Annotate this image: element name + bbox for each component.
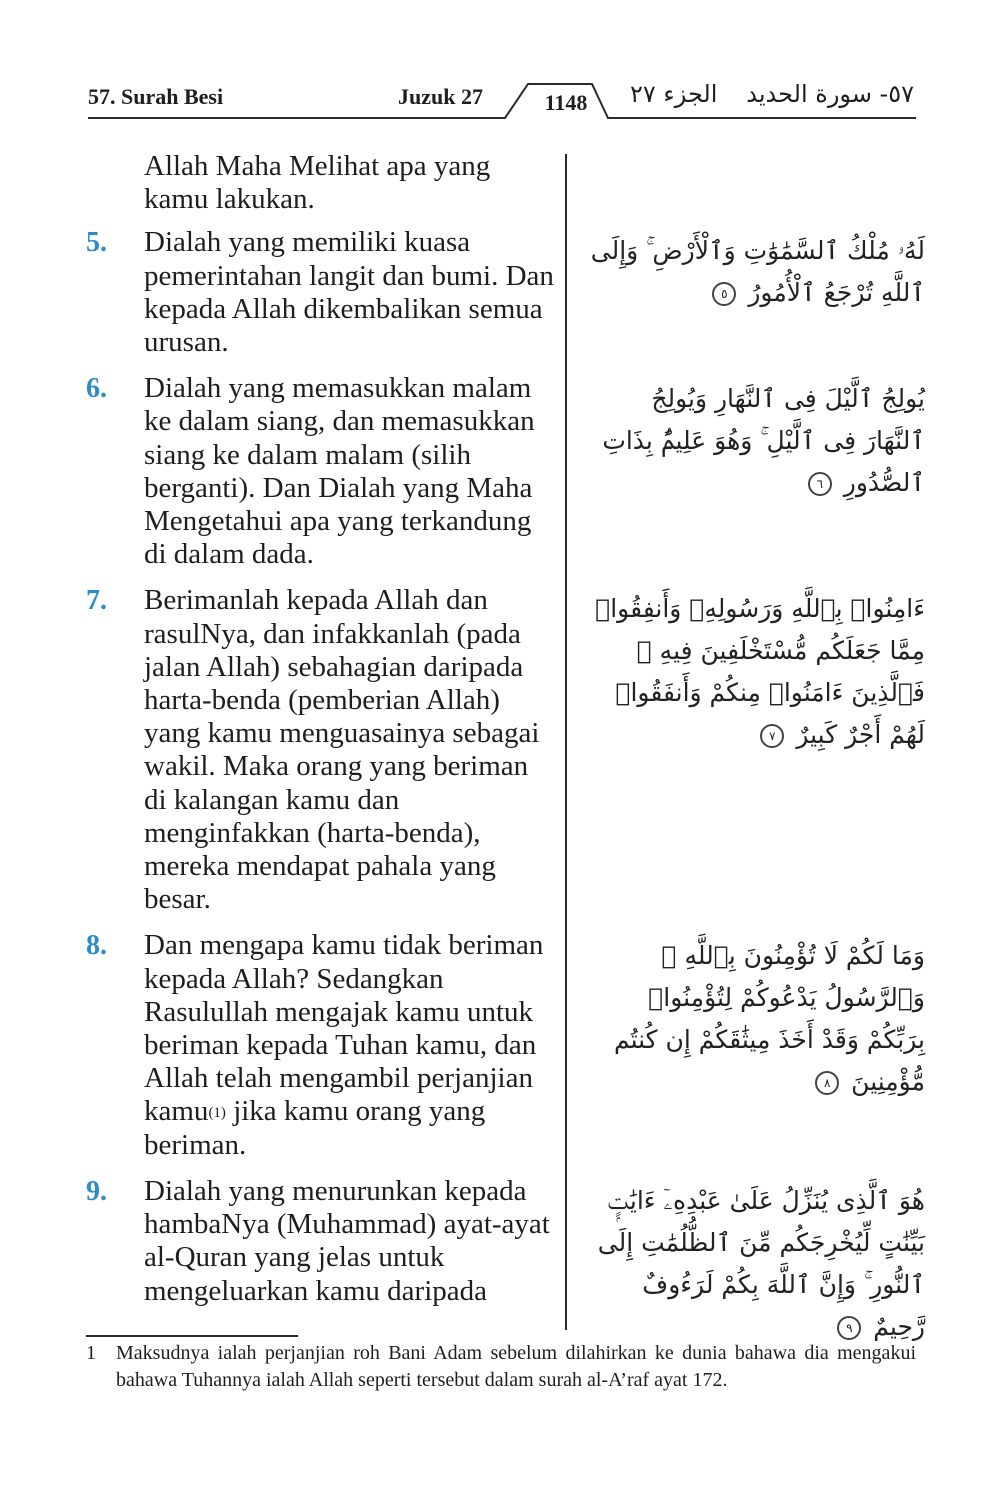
verse-text [144,929,556,1161]
translation-column [86,150,556,1308]
ayah-end-marker: ٩ [837,1316,861,1340]
ayah-end-marker: ٦ [808,472,832,496]
verse-9-translation [86,1175,556,1308]
verse-5-translation [86,226,556,359]
verse-6-arabic [585,378,925,504]
arabic-text: يُولِجُ ٱلَّيْلَ فِى ٱلنَّهَارِ وَيُولِجُ ٱلنَّهَارَ فِى ٱلَّيْلِ ۚ وَهُوَ عَلِيمٌۢ بِذَاتِ ٱلصُّدُورِ [602,384,925,497]
verse-8-translation [86,929,556,1161]
verse-6-translation [86,372,556,571]
verse-text: Dialah yang memasukkan malam ke dalam siang, dan memasukkan siang ke dalam malam (silih berganti). Dan Dialah yang Maha Mengetahui apa yang terkandung di dalam dada. [144,372,535,571]
verse-text-part: Dan mengapa kamu tidak beriman kepada Allah? Sedangkan Rasulullah mengajak kamu untuk beriman kepada Tuhan kamu, dan Allah telah mengambil perjanjian kamu [144,929,544,1128]
verse-7-translation [86,584,556,916]
verse-9-arabic [585,1180,925,1348]
arabic-text: لَهُۥ مُلْكُ ٱلسَّمَٰوَٰتِ وَٱلْأَرْضِ ۚ وَإِلَى ٱللَّهِ تُرْجَعُ ٱلْأُمُورُ [590,236,925,307]
verse-number: 7. [86,585,107,617]
footnote-reference: (1) [208,1105,226,1122]
column-divider [565,154,567,1330]
verse-text-part: jika kamu orang yang beriman. [144,1095,486,1161]
verse-text: Dialah yang memiliki kuasa pemerintahan langit dan bumi. Dan kepada Allah dikembalikan semua urusan. [144,226,554,359]
ayah-end-marker: ٥ [712,282,736,306]
verse-5-arabic [585,230,925,314]
footnote [86,1340,916,1394]
footnote-text: Maksudnya ialah perjanjian roh Bani Adam sebelum dilahirkan ke dunia bahawa dia mengakui bahawa Tuhannya ialah Allah seperti tersebut dalam surah al-A’raf ayat 172. [116,1342,916,1391]
intro-paragraph [86,150,556,216]
arabic-text: ءَامِنُوا۟ بِٱللَّهِ وَرَسُولِهِۦ وَأَنفِقُوا۟ مِمَّا جَعَلَكُم مُّسْتَخْلَفِينَ فِيهِ ۖ فَٱلَّذِينَ ءَامَنُوا۟ مِنكُمْ وَأَنفَقُوا۟ لَهُمْ أَجْرٌ كَبِيرٌ [595,594,925,749]
arabic-text: وَمَا لَكُمْ لَا تُؤْمِنُونَ بِٱللَّهِ ۙ وَٱلرَّسُولُ يَدْعُوكُمْ لِتُؤْمِنُوا۟ بِرَبِّكُمْ وَقَدْ أَخَذَ مِيثَٰقَكُمْ إِن كُنتُم مُّؤْمِنِينَ [613,941,925,1096]
juz-label-arabic: الجزء ٢٧ [630,80,718,108]
footnote-number: 1 [86,1342,96,1364]
verse-number: 9. [86,1175,107,1207]
verse-text: Dialah yang menurunkan kepada hambaNya (Muhammad) ayat-ayat al-Quran yang jelas untuk mengeluarkan kamu daripada [144,1174,550,1307]
verse-number: 8. [86,930,107,962]
arabic-text: هُوَ ٱلَّذِى يُنَزِّلُ عَلَىٰ عَبْدِهِۦٓ ءَايَٰتٍۭ بَيِّنَٰتٍ لِّيُخْرِجَكُم مِّنَ ٱلظُّلُمَٰتِ إِلَى ٱلنُّورِ ۚ وَإِنَّ ٱللَّهَ بِكُمْ لَرَءُوفٌ رَّحِيمٌ [597,1186,925,1341]
verse-8-arabic [585,935,925,1103]
surah-title-latin: 57. Surah Besi [88,84,224,109]
surah-title-arabic: ٥٧- سورة الحديد [746,80,914,108]
verse-7-arabic [585,588,925,756]
page-header [0,78,1000,128]
intro-text: Allah Maha Melihat apa yang kamu lakukan. [144,150,491,216]
verse-number: 5. [86,227,107,259]
footnote-rule [86,1335,298,1337]
verse-text: Berimanlah kepada Allah dan rasulNya, dan infakkanlah (pada jalan Allah) sebahagian daripada harta-benda (pemberian Allah) yang kamu menguasainya sebagai wakil. Maka orang yang beriman di kalangan kamu dan menginfakkan (harta-benda), mereka mendapat pahala yang besar. [144,584,540,916]
juzuk-label-latin: Juzuk 27 [398,84,483,109]
ayah-end-marker: ٨ [815,1071,839,1095]
verse-number: 6. [86,373,107,405]
page-number: 1148 [544,90,588,115]
ayah-end-marker: ٧ [760,724,784,748]
